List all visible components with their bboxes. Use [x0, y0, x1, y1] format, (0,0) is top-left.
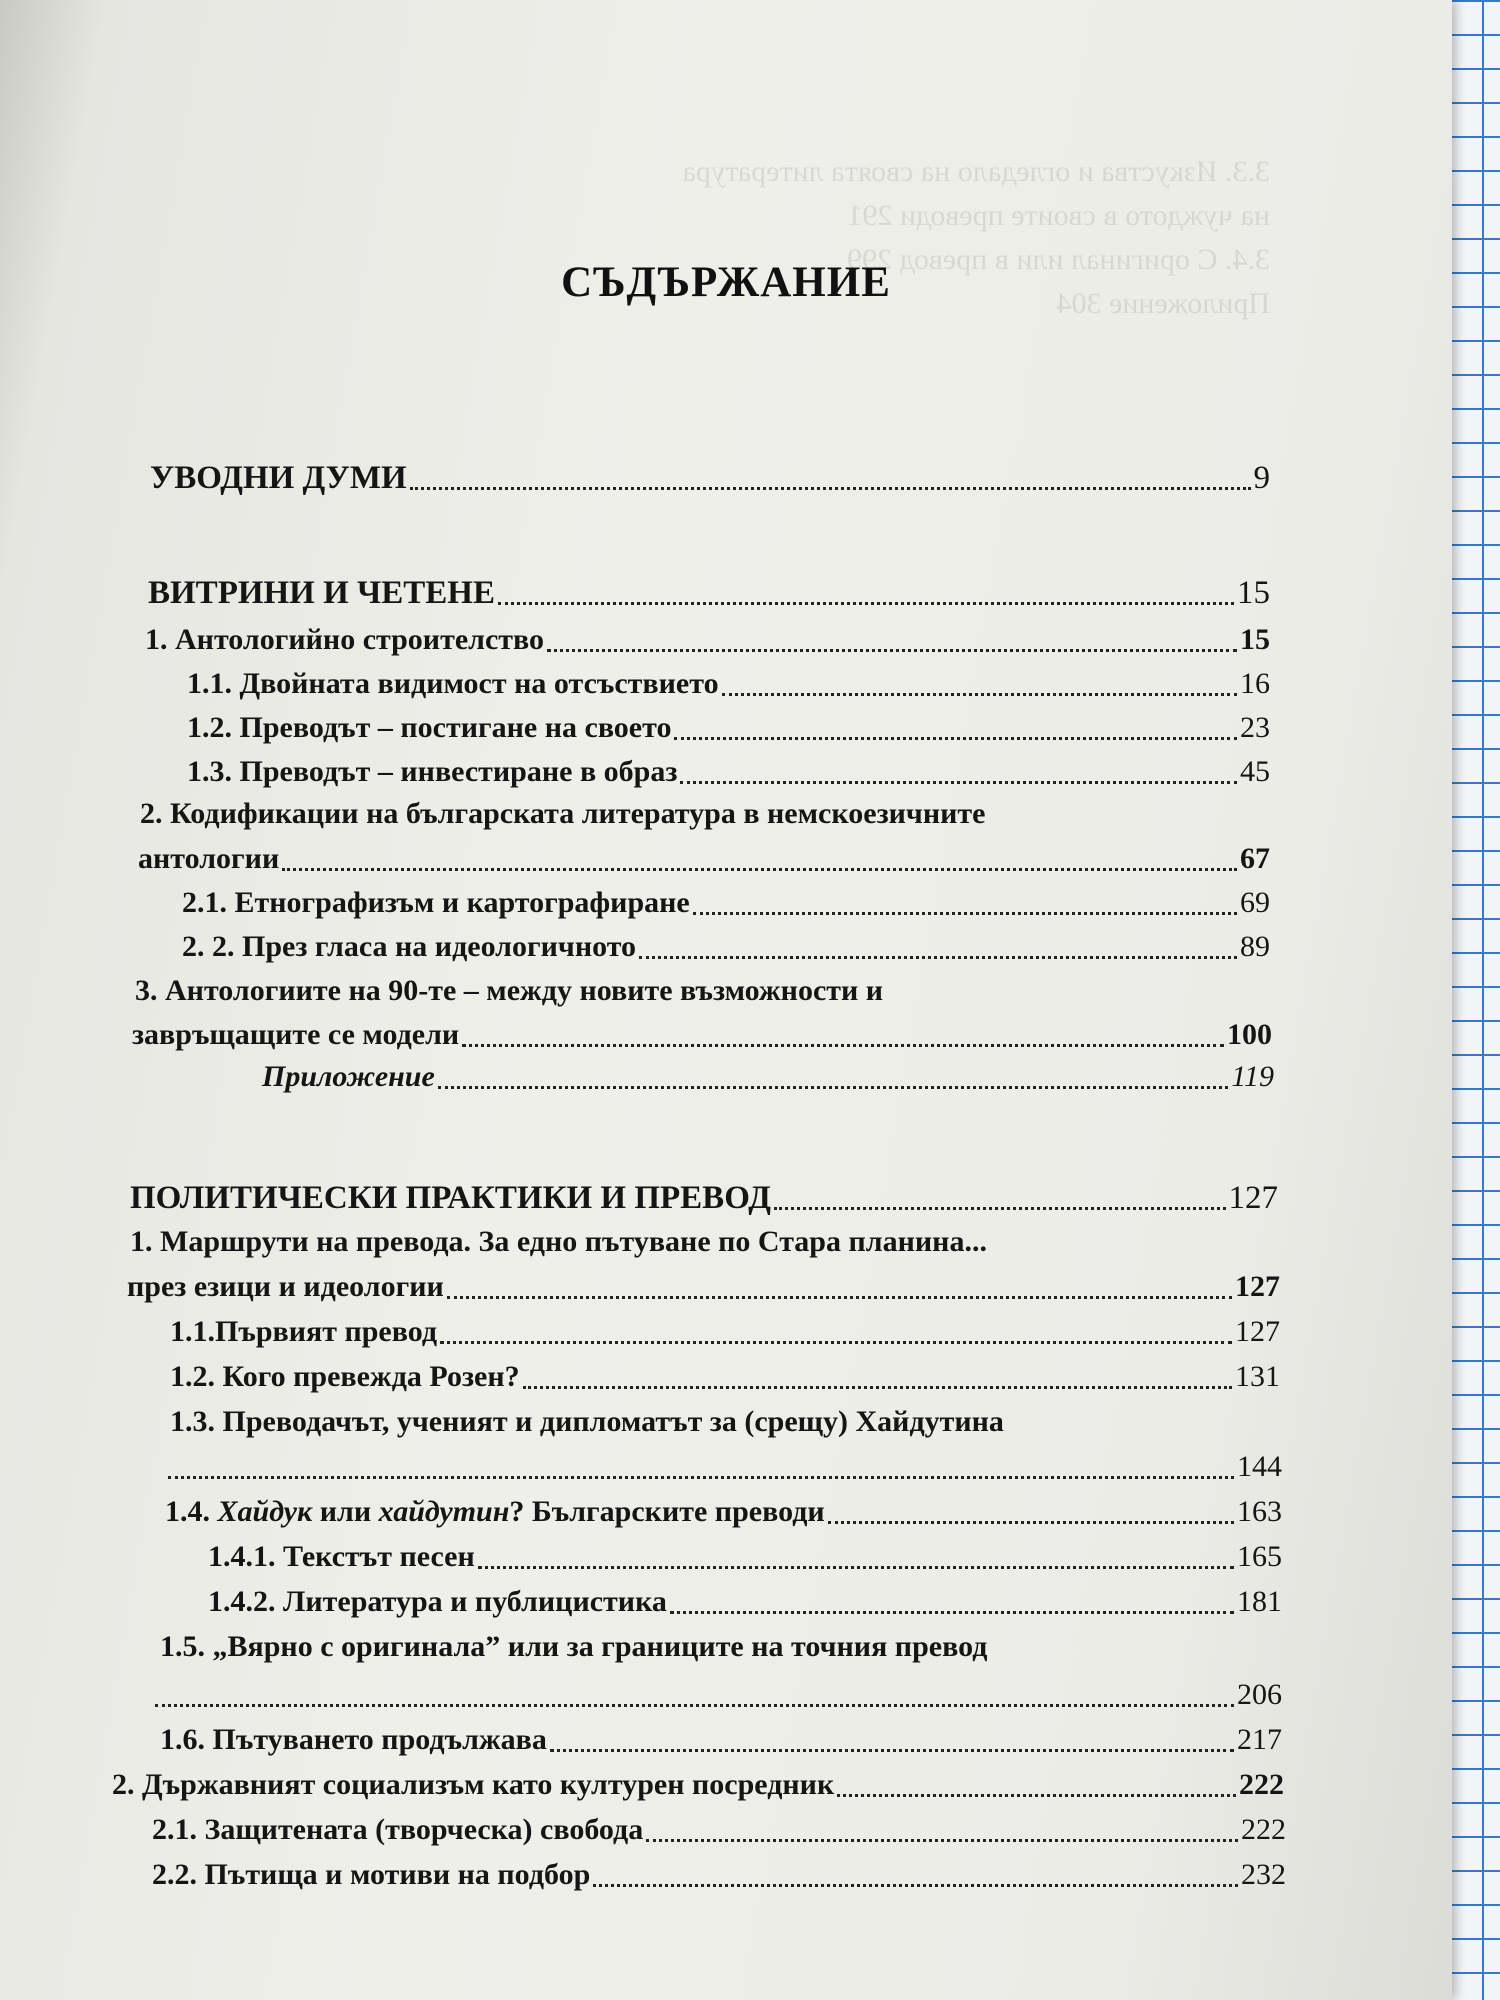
- toc-part1-ch3-line1: 3. Антологиите на 90-те – между новите възможности и: [135, 974, 884, 1007]
- leader-dots: [282, 868, 1237, 871]
- toc-part1-ch3: [132, 1018, 1272, 1052]
- toc-part2-s14: [165, 1495, 1282, 1529]
- grid-paper-background: [1448, 0, 1500, 2000]
- leader-dots: [828, 1521, 1234, 1524]
- toc-entry-intro: [150, 460, 1270, 497]
- leader-dots: [447, 1296, 1232, 1299]
- entry-page: 15: [1237, 575, 1270, 611]
- toc-part2-s11: [170, 1315, 1280, 1349]
- entry-label: ПОЛИТИЧЕСКИ ПРАКТИКИ И ПРЕВОД: [130, 1180, 771, 1216]
- entry-page: 163: [1237, 1495, 1282, 1528]
- entry-label: антологии: [138, 842, 280, 875]
- entry-label: 1.3. Преводът – инвестиране в образ: [187, 755, 678, 788]
- entry-page: 222: [1239, 1768, 1284, 1801]
- leader-dots: [550, 1749, 1234, 1752]
- leader-dots: [693, 912, 1237, 915]
- entry-page: 217: [1237, 1723, 1282, 1756]
- leader-dots: [593, 1884, 1238, 1887]
- entry-label: 1.4.1. Текстът песен: [208, 1540, 475, 1573]
- entry-page: 89: [1240, 930, 1270, 963]
- entry-label: 1.2. Преводът – постигане на своето: [187, 711, 672, 744]
- toc-part-1: [148, 575, 1270, 612]
- leader-dots: [670, 1611, 1234, 1614]
- leader-dots: [440, 1341, 1232, 1344]
- toc-part1-ch2: [138, 842, 1270, 876]
- entry-page: 131: [1235, 1360, 1280, 1393]
- toc-part2-s142: [208, 1585, 1282, 1619]
- entry-label: 2. Държавният социализъм като културен посредник: [112, 1768, 835, 1801]
- entry-label: 1.6. Пътуването продължава: [160, 1723, 547, 1756]
- toc-part2-s13-line1: 1.3. Преводачът, ученият и дипломатът за (срещу) Хайдутина: [170, 1405, 1004, 1438]
- entry-label: ВИТРИНИ И ЧЕТЕНЕ: [148, 575, 495, 611]
- toc-part1-s22: [182, 930, 1270, 964]
- toc-part1-ch2-line1: 2. Кодификации на българската литература в немскоезичните: [140, 797, 986, 830]
- toc-part1-ch1: [145, 623, 1270, 657]
- entry-label: през езици и идеологии: [127, 1270, 444, 1303]
- entry-page: 119: [1231, 1060, 1274, 1093]
- toc-part2-ch1: [127, 1270, 1280, 1304]
- entry-page: 181: [1237, 1585, 1282, 1618]
- entry-label: 2.2. Пътища и мотиви на подбор: [152, 1858, 591, 1891]
- toc-part2-s12: [170, 1360, 1280, 1394]
- entry-label: 2.1. Защитената (творческа) свобода: [152, 1813, 644, 1846]
- leader-dots: [680, 781, 1237, 784]
- entry-page: 67: [1240, 842, 1270, 875]
- leader-dots: [438, 1086, 1228, 1089]
- leader-dots: [674, 737, 1237, 740]
- entry-page: 16: [1240, 667, 1270, 700]
- leader-dots: [155, 1704, 1234, 1707]
- leader-dots: [722, 693, 1237, 696]
- leader-dots: [410, 487, 1251, 490]
- entry-label: 1.1. Двойната видимост на отсъствието: [187, 667, 719, 700]
- leader-dots: [523, 1386, 1232, 1389]
- leader-dots: [547, 649, 1237, 652]
- entry-page: 127: [1228, 1180, 1278, 1216]
- entry-page: 165: [1237, 1540, 1282, 1573]
- toc-part2-s15: [155, 1678, 1282, 1712]
- leader-dots: [168, 1476, 1234, 1479]
- entry-page: 9: [1253, 460, 1270, 496]
- toc-part2-ch1-line1: 1. Маршрути на превода. За едно пътуване по Стара планина...: [130, 1225, 987, 1258]
- entry-page: 45: [1240, 755, 1270, 788]
- entry-label: 2.1. Етнографизъм и картографиране: [182, 886, 690, 919]
- entry-label: Приложение: [262, 1060, 435, 1093]
- toc-part1-s12: [187, 711, 1270, 745]
- entry-label: 1.4. Хайдук или хайдутин? Българските преводи: [165, 1495, 825, 1528]
- toc-part2-s21: [152, 1813, 1286, 1847]
- entry-page: 206: [1237, 1678, 1282, 1711]
- bleed-through-text: 3.3. Изкуства и огледало на своята литература на чуждото в своите преводи 291 3.4. С оригинал или в превод 299 Приложение 304: [682, 155, 1270, 320]
- toc-part2-s13: [168, 1450, 1282, 1484]
- toc-part2-s15-line1: 1.5. „Вярно с оригинала” или за границите на точния превод: [160, 1630, 988, 1663]
- toc-part1-s13: [187, 755, 1270, 789]
- leader-dots: [646, 1839, 1238, 1842]
- entry-page: 222: [1241, 1813, 1286, 1846]
- entry-page: 23: [1240, 711, 1270, 744]
- entry-label: завръщащите се модели: [132, 1018, 460, 1051]
- leader-dots: [774, 1207, 1226, 1210]
- leader-dots: [639, 956, 1237, 959]
- toc-part2-ch2: [112, 1768, 1284, 1802]
- entry-page: 15: [1240, 623, 1270, 656]
- entry-page: 232: [1241, 1858, 1286, 1891]
- toc-part1-s21: [182, 886, 1270, 920]
- entry-label: 1.1.Първият превод: [170, 1315, 438, 1348]
- entry-label: 1.2. Кого превежда Розен?: [170, 1360, 520, 1393]
- entry-page: 127: [1235, 1270, 1280, 1303]
- entry-page: 100: [1227, 1018, 1272, 1051]
- leader-dots: [837, 1794, 1236, 1797]
- leader-dots: [462, 1044, 1224, 1047]
- entry-label: 1. Антологийно строителство: [145, 623, 545, 656]
- toc-part2-s22: [152, 1858, 1286, 1892]
- leader-dots: [478, 1566, 1234, 1569]
- toc-part-2: [130, 1180, 1278, 1217]
- entry-page: 69: [1240, 886, 1270, 919]
- entry-label: 1.4.2. Литература и публицистика: [208, 1585, 667, 1618]
- entry-page: 127: [1235, 1315, 1280, 1348]
- toc-part1-appendix: [262, 1060, 1274, 1094]
- toc-part2-s141: [208, 1540, 1282, 1574]
- entry-label: УВОДНИ ДУМИ: [150, 460, 407, 496]
- toc-part1-s11: [187, 667, 1270, 701]
- entry-page: 144: [1237, 1450, 1282, 1483]
- toc-part2-s16: [160, 1723, 1282, 1757]
- page-title: СЪДЪРЖАНИЕ: [561, 259, 891, 306]
- entry-label: 2. 2. През гласа на идеологичното: [182, 930, 637, 963]
- leader-dots: [498, 602, 1234, 605]
